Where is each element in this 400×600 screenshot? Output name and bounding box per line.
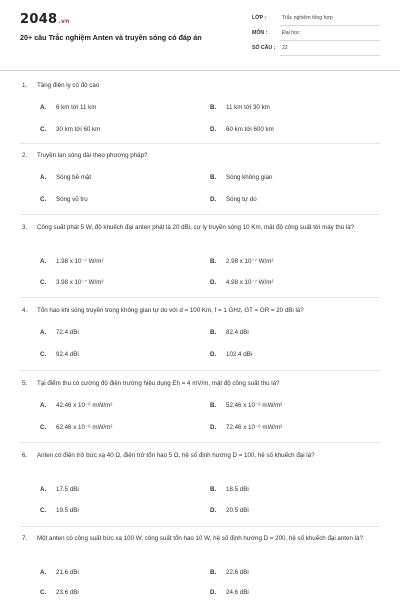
option-letter: D.	[210, 351, 217, 358]
option-text: 72.4 dBi	[56, 329, 79, 336]
meta-value: 22	[282, 45, 288, 51]
option-text: 92.4 dBi	[56, 351, 79, 358]
option-letter: C.	[40, 589, 47, 596]
question-text	[20, 533, 380, 545]
question-text	[20, 150, 380, 162]
question-text	[20, 305, 380, 317]
option-a[interactable]	[40, 486, 79, 493]
option-b[interactable]	[210, 104, 270, 111]
option-a[interactable]	[40, 104, 96, 111]
option-c[interactable]	[40, 196, 88, 203]
option-letter: D.	[210, 507, 217, 514]
option-text: 21.6 dBi	[56, 569, 79, 576]
option-text: 19.5 dBi	[56, 507, 79, 514]
option-letter: C.	[40, 279, 47, 286]
question-divider	[20, 442, 380, 443]
question-1	[20, 80, 380, 133]
option-letter: C.	[40, 424, 47, 431]
option-b[interactable]	[210, 258, 273, 265]
question-number: 2.	[22, 152, 28, 159]
option-text: 18.5 dBi	[226, 486, 249, 493]
question-body: Tổn hao khi sóng truyền trong không gian tự do với d = 100 Km, f = 1 GHz, GT = GR = 20 dBi là?	[37, 307, 304, 314]
question-number: 5.	[22, 380, 28, 387]
question-7	[20, 533, 380, 596]
question-3	[20, 222, 380, 286]
option-a[interactable]	[40, 174, 91, 181]
option-b[interactable]	[210, 402, 282, 409]
question-divider	[20, 143, 380, 144]
option-letter: D.	[210, 196, 217, 203]
option-c[interactable]	[40, 279, 103, 286]
option-b[interactable]	[210, 329, 249, 336]
meta-label: SỐ CÂU :	[252, 45, 276, 51]
option-text: 72.46 x 10⁻⁶ mW/m²	[226, 424, 283, 431]
option-letter: A.	[40, 104, 47, 111]
option-text: Sóng không gian	[226, 174, 273, 181]
option-text: 11 km tới 30 km	[226, 104, 270, 111]
option-letter: C.	[40, 126, 47, 133]
question-body: Công suất phát 5 W, độ khuếch đại anten phát là 20 dBi, cự ly truyền sóng 10 Km, mật độ công suất tới máy thu là?	[37, 224, 355, 231]
logo-main: 2048	[20, 12, 58, 27]
option-d[interactable]	[210, 351, 252, 358]
question-text	[20, 378, 380, 390]
option-letter: C.	[40, 196, 47, 203]
option-a[interactable]	[40, 569, 79, 576]
option-letter: C.	[40, 507, 47, 514]
option-a[interactable]	[40, 258, 103, 265]
question-6	[20, 450, 380, 514]
question-divider	[20, 526, 380, 527]
question-number: 4.	[22, 307, 28, 314]
option-text: 2.98 x 10⁻⁷ W/m²	[226, 258, 274, 265]
question-divider	[20, 297, 380, 298]
option-letter: B.	[210, 402, 217, 409]
option-letter: B.	[210, 569, 217, 576]
question-number: 3.	[22, 224, 28, 231]
option-letter: A.	[40, 329, 47, 336]
question-divider	[20, 214, 380, 215]
option-text: 42.46 x 10⁻⁶ mW/m²	[56, 402, 113, 409]
option-text: Sóng vũ trụ	[56, 196, 88, 203]
option-letter: D.	[210, 589, 217, 596]
option-c[interactable]	[40, 351, 79, 358]
option-letter: B.	[210, 486, 217, 493]
option-letter: B.	[210, 174, 217, 181]
question-body: Tầng điện ly có độ cao	[37, 82, 100, 89]
question-text	[20, 222, 380, 234]
option-text: 23.6 dBi	[56, 589, 79, 596]
option-text: Sóng tự do	[226, 196, 257, 203]
option-d[interactable]	[210, 279, 273, 286]
worksheet-title: 20+ câu Trắc nghiệm Anten và truyền sóng có đáp án	[20, 33, 202, 42]
option-text: 30 km tới 60 km	[56, 126, 101, 133]
question-text	[20, 450, 380, 462]
question-body: Truyền lan sóng dài theo phương pháp?	[37, 152, 148, 159]
option-text: 17.5 dBi	[56, 486, 79, 493]
option-letter: B.	[210, 329, 217, 336]
question-number: 7.	[22, 535, 28, 542]
meta-label: LỚP :	[252, 15, 267, 21]
option-d[interactable]	[210, 126, 274, 133]
option-text: 4.98 x 10⁻⁷ W/m²	[226, 279, 274, 286]
option-letter: D.	[210, 126, 217, 133]
option-text: 24.6 dBi	[226, 589, 249, 596]
option-text: 22.6 dBi	[226, 569, 249, 576]
option-text: 1.98 x 10⁻⁷ W/m²	[56, 258, 104, 265]
option-c[interactable]	[40, 126, 100, 133]
meta-row-subject	[252, 26, 380, 41]
option-a[interactable]	[40, 329, 79, 336]
option-text: Sóng bề mặt	[56, 174, 92, 181]
option-text: 60 km tới 600 km	[226, 126, 274, 133]
option-c[interactable]	[40, 424, 112, 431]
option-letter: A.	[40, 569, 47, 576]
option-d[interactable]	[210, 424, 282, 431]
option-text: 62.46 x 10⁻⁶ mW/m²	[56, 424, 113, 431]
question-2	[20, 150, 380, 203]
question-body: Một anten có công suất bức xạ 100 W, công suất tổn hao 10 W, hệ số định hướng D = 200, hệ số khuếch đại anten là?	[37, 535, 363, 542]
option-letter: A.	[40, 174, 47, 181]
option-b[interactable]	[210, 174, 272, 181]
option-c[interactable]	[40, 589, 79, 596]
option-letter: A.	[40, 258, 47, 265]
option-letter: B.	[210, 258, 217, 265]
option-text: 52.46 x 10⁻⁶ mW/m²	[226, 402, 283, 409]
meta-value: Trắc nghiệm tổng hợp	[282, 15, 333, 21]
site-logo[interactable]	[20, 12, 70, 27]
question-divider	[20, 370, 380, 371]
option-letter: D.	[210, 279, 217, 286]
option-d[interactable]	[210, 196, 257, 203]
question-5	[20, 378, 380, 431]
question-number: 1.	[22, 82, 28, 89]
logo-domain: .vn	[58, 18, 70, 25]
option-letter: D.	[210, 424, 217, 431]
question-body: Anten có điện trở bức xạ 40 Ω, điện trở tổn hao 5 Ω, hệ số định hướng D = 100, hệ số khuếch đại là?	[37, 452, 315, 459]
option-d[interactable]	[210, 507, 249, 514]
meta-value: Đại học	[282, 30, 300, 36]
option-text: 102.4 dBi	[226, 351, 253, 358]
option-text: 6 km tới 11 km	[56, 104, 97, 111]
option-b[interactable]	[210, 486, 249, 493]
option-letter: A.	[40, 486, 47, 493]
question-4	[20, 305, 380, 358]
question-text	[20, 80, 380, 92]
meta-info	[252, 11, 380, 56]
option-c[interactable]	[40, 507, 79, 514]
meta-row-class	[252, 11, 380, 26]
question-number: 6.	[22, 452, 28, 459]
option-d[interactable]	[210, 589, 249, 596]
option-text: 82.4 dBi	[226, 329, 249, 336]
worksheet-header	[0, 0, 400, 71]
option-letter: B.	[210, 104, 217, 111]
option-text: 20.5 dBi	[226, 507, 249, 514]
meta-underline	[280, 55, 380, 56]
meta-label: MÔN :	[252, 30, 268, 36]
option-letter: C.	[40, 351, 47, 358]
option-letter: A.	[40, 402, 47, 409]
option-b[interactable]	[210, 569, 249, 576]
question-body: Tại điểm thu có cường độ điện trường hiệu dụng Eh = 4 mV/m, mật độ công suất thu là?	[37, 380, 280, 387]
option-text: 3.98 x 10⁻⁷ W/m²	[56, 279, 104, 286]
meta-row-count	[252, 41, 380, 56]
option-a[interactable]	[40, 402, 112, 409]
